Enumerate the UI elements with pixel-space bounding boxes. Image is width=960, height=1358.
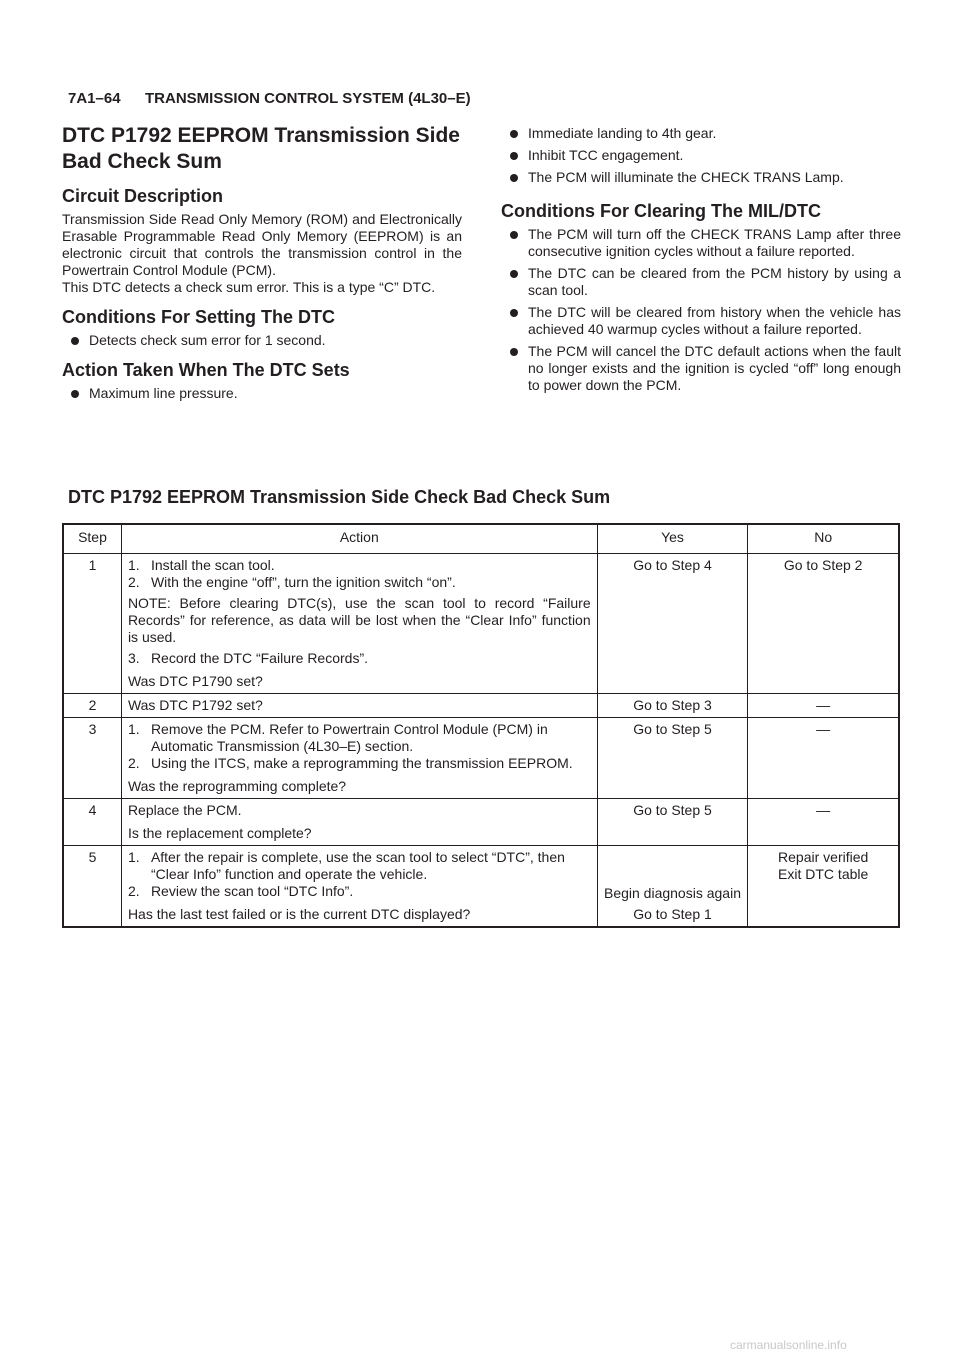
table-header-row [63, 524, 899, 554]
list-item: 1. Remove the PCM. Refer to Powertrain Control Module (PCM) in Automatic Transmission (4L30–E) section. [127, 721, 548, 754]
step-action [121, 718, 597, 799]
section-title: TRANSMISSION CONTROL SYSTEM (4L30–E) [145, 90, 471, 107]
watermark: carmanualsonline.info [730, 1338, 847, 1352]
step-number: 1 [63, 554, 121, 694]
yes-result: Go to Step 5 [597, 799, 748, 846]
step-number: 3 [63, 718, 121, 799]
action-taken-list-continued [501, 125, 901, 186]
header-no: No [748, 524, 899, 554]
action-taken-heading: Action Taken When The DTC Sets [62, 360, 350, 380]
bullet-icon [510, 231, 518, 239]
bullet-icon [510, 348, 518, 356]
clearing-conditions-heading: Conditions For Clearing The MIL/DTC [501, 201, 821, 221]
no-line: Repair verified [778, 849, 869, 865]
step-number: 4 [63, 799, 121, 846]
table-row [63, 799, 899, 846]
list-item: 3. Record the DTC “Failure Records”. [127, 650, 368, 666]
yes-result: Go to Step 5 [597, 718, 748, 799]
list-item: The DTC will be cleared from history when the vehicle has achieved 40 warmup cycles without a failure reported. [528, 304, 901, 338]
header-action: Action [121, 524, 597, 554]
yes-line: Begin diagnosis again [603, 885, 741, 901]
section-code: 7A1–64 [68, 90, 121, 107]
yes-result: Go to Step 4 [597, 554, 748, 694]
page-header [68, 90, 471, 107]
setting-conditions-heading: Conditions For Setting The DTC [62, 307, 335, 327]
list-item: 2. Using the ITCS, make a reprogramming the transmission EEPROM. [127, 755, 573, 771]
step-number: 2 [63, 694, 121, 718]
note-text: NOTE: Before clearing DTC(s), use the scan tool to record “Failure Records” for reference, as data will be lost when the “Clear Info” function is used. [127, 595, 591, 645]
list-item: 2. With the engine “off”, turn the ignition switch “on”. [127, 574, 456, 590]
no-result: — [748, 694, 899, 718]
no-result: Go to Step 2 [748, 554, 899, 694]
clearing-conditions-list [501, 226, 901, 394]
bullet-icon [71, 390, 79, 398]
list-item: The PCM will cancel the DTC default actions when the fault no longer exists and the ignition is cycled “off” long enough to power down the PCM. [528, 343, 901, 394]
step-action [121, 799, 597, 846]
table-title: DTC P1792 EEPROM Transmission Side Check Bad Check Sum [68, 487, 611, 507]
list-item: 1. After the repair is complete, use the scan tool to select “DTC”, then “Clear Info” function and operate the vehicle. [127, 849, 565, 882]
step-question: Was DTC P1790 set? [127, 673, 263, 689]
circuit-description-text: Transmission Side Read Only Memory (ROM) and Electronically Erasable Programmable Read Only Memory (EEPROM) is an electronic circuit that controls the transmission control in the Powertrain Control Module (PCM). [62, 211, 462, 278]
left-column [62, 123, 462, 407]
step-action [121, 694, 597, 718]
bullet-icon [510, 309, 518, 317]
table-row [63, 846, 899, 928]
step-line: Replace the PCM. [127, 802, 242, 818]
right-column [501, 123, 901, 399]
list-item: Detects check sum error for 1 second. [89, 332, 462, 349]
action-taken-list [62, 385, 462, 402]
circuit-description-heading: Circuit Description [62, 186, 224, 206]
no-result: — [748, 718, 899, 799]
bullet-icon [510, 270, 518, 278]
yes-line: Go to Step 1 [633, 906, 712, 922]
step-question: Has the last test failed or is the current DTC displayed? [127, 906, 471, 922]
no-result [748, 846, 899, 928]
no-line: Exit DTC table [778, 866, 869, 882]
setting-conditions-list [62, 332, 462, 349]
list-item: Immediate landing to 4th gear. [528, 125, 901, 142]
list-item: The PCM will turn off the CHECK TRANS Lamp after three consecutive ignition cycles without a failure reported. [528, 226, 901, 260]
yes-result: Go to Step 3 [597, 694, 748, 718]
bullet-icon [71, 337, 79, 345]
yes-result [597, 846, 748, 928]
table-row [63, 554, 899, 694]
list-item: The DTC can be cleared from the PCM history by using a scan tool. [528, 265, 901, 299]
step-action [121, 846, 597, 928]
step-question: Was DTC P1792 set? [127, 697, 263, 713]
list-item: 2. Review the scan tool “DTC Info”. [127, 883, 354, 899]
list-item: 1. Install the scan tool. [127, 557, 275, 573]
list-item: The PCM will illuminate the CHECK TRANS Lamp. [528, 169, 901, 186]
bullet-icon [510, 130, 518, 138]
diagnostic-table [62, 523, 900, 928]
table-row [63, 718, 899, 799]
no-result: — [748, 799, 899, 846]
header-yes: Yes [597, 524, 748, 554]
step-question: Is the replacement complete? [127, 825, 312, 841]
page-title: DTC P1792 EEPROM Transmission Side Bad Check Sum [62, 124, 460, 173]
list-item: Maximum line pressure. [89, 385, 462, 402]
table-row [63, 694, 899, 718]
list-item: Inhibit TCC engagement. [528, 147, 901, 164]
header-step: Step [63, 524, 121, 554]
step-number: 5 [63, 846, 121, 928]
bullet-icon [510, 152, 518, 160]
circuit-description-text-2: This DTC detects a check sum error. This is a type “C” DTC. [62, 279, 436, 295]
step-action [121, 554, 597, 694]
bullet-icon [510, 174, 518, 182]
step-question: Was the reprogramming complete? [127, 778, 347, 794]
